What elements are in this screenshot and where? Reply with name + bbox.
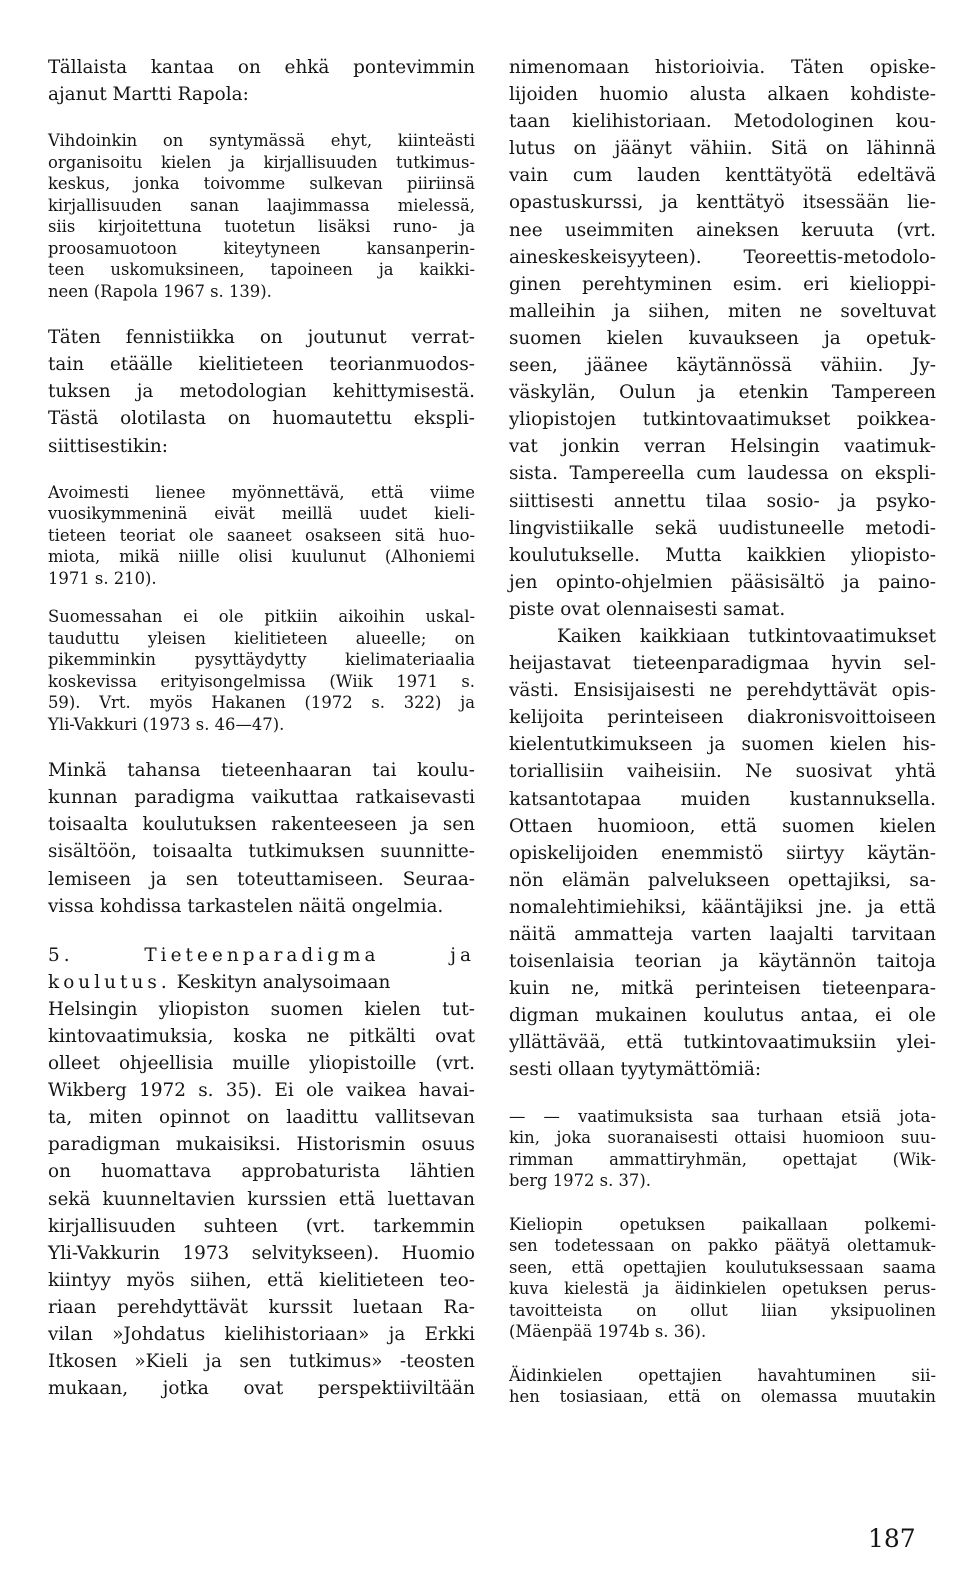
text-line: kirjallisuuden suhteen (vrt. tarkemmin — [48, 1215, 475, 1237]
spacer — [48, 735, 475, 757]
block-quote — [48, 482, 475, 590]
text-line: berg 1972 s. 37). — [509, 1171, 651, 1191]
spacer — [509, 1084, 936, 1106]
text-line: kuin ne, mitkä perinteisen tieteenpara- — [509, 978, 936, 1000]
text-line: Yli-Vakkurin 1973 selvitykseen). Huomio — [48, 1242, 475, 1264]
text-line: — — vaatimuksista saa turhaan etsiä jota- — [509, 1106, 936, 1126]
text-line: Kieliopin opetuksen paikallaan polkemi- — [509, 1214, 936, 1234]
text-line: Tällaista kantaa on ehkä pontevimmin — [48, 57, 475, 78]
text-line: nimenomaan historioivia. Täten opiske- — [509, 57, 936, 78]
text-line: yliopistojen tutkintovaatimukset poikkea- — [509, 409, 936, 431]
text-line: mukaan, jotka ovat perspektiiviltään — [48, 1378, 475, 1400]
text-line: kuva kielestä ja äidinkielen opetuksen perus- — [509, 1279, 936, 1299]
text-line: rimman ammattiryhmän, opettajat (Wik- — [509, 1149, 936, 1169]
text-line: toisenlaisia teorian ja käytännön taitoja — [509, 951, 936, 973]
text-line: riaan perehdyttävät kurssit luetaan Ra- — [48, 1296, 475, 1318]
text-line: lemiseen ja sen toteuttamiseen. Seuraa- — [48, 868, 475, 890]
text-line: nön elämän palvelukseen opettajiksi, sa- — [509, 869, 936, 891]
text-line: opiskelijoiden enemmistö siirtyy käytän- — [509, 842, 936, 864]
text-line: Avoimesti lienee myönnettävä, että viime — [48, 482, 475, 502]
text-line: väskylän, Oulun ja etenkin Tampereen — [509, 382, 936, 404]
block-quote — [509, 1365, 936, 1408]
text-line: opastuskurssi, ja kenttätyö itsessään lie- — [509, 192, 936, 214]
text-line: Täten fennistiikka on joutunut verrat- — [48, 327, 475, 349]
spacer — [48, 108, 475, 130]
text-line: Minkä tahansa tieteenhaaran tai koulu- — [48, 760, 475, 782]
text-line: seen, että opettajien koulutuksessaan saama — [509, 1257, 936, 1277]
text-line: aineskeskeisyyteen). Teoreettis-metodolo- — [509, 246, 936, 268]
text-line: toriallisiin vaiheisiin. Ne suosivat yhtä — [509, 761, 936, 783]
text-line: vissa kohdissa tarkastelen näitä ongelmia. — [48, 895, 444, 917]
spacer — [509, 1343, 936, 1365]
text-line: nee useimmiten aineksen keruuta (vrt. — [509, 219, 936, 241]
spacer — [48, 920, 475, 942]
text-line: jen opinto-ohjelmien pääsisältö ja paino- — [509, 571, 936, 593]
text-line: tieteen teoriat ole saaneet osakseen sitä huo- — [48, 525, 475, 545]
text-line: Äidinkielen opettajien havahtuminen sii- — [509, 1365, 936, 1385]
text-line: Tästä olotilasta on huomautettu ekspli- — [48, 408, 475, 430]
block-quote — [48, 130, 475, 302]
text-line: kiintyy myös siihen, että kielitieteen teo- — [48, 1269, 475, 1291]
text-line: piste ovat olennaisesti samat. — [509, 598, 786, 620]
text-line: vilan »Johdatus kielihistoriaan» ja Erkki — [48, 1324, 475, 1346]
text-line: vain cum lauden kenttätyötä edeltävä — [509, 165, 936, 187]
text-line: neen (Rapola 1967 s. 139). — [48, 281, 272, 301]
text-line: kintovaatimuksia, koska ne pitkälti ovat — [48, 1026, 475, 1047]
text-line: kielentutkimukseen ja suomen kielen his- — [509, 734, 936, 756]
section-paragraph — [48, 942, 475, 1403]
text-line: paradigman mukaisiksi. Historismin osuus — [48, 1134, 475, 1156]
text-line: taan kielihistoriaan. Metodologinen kou- — [509, 111, 936, 133]
text-line: ajanut Martti Rapola: — [48, 84, 249, 106]
text-line: Helsingin yliopiston suomen kielen tut- — [48, 998, 475, 1020]
text-line: Itkosen »Kieli ja sen tutkimus» -teosten — [48, 1351, 475, 1373]
block-quote — [48, 606, 475, 735]
text-line: digman mukainen koulutus antaa, ei ole — [509, 1005, 936, 1027]
text-line: 1971 s. 210). — [48, 568, 157, 588]
text-line: ta, miten opinnot on laadittu vallitsevan — [48, 1107, 475, 1129]
text-line: koulutukselle. Mutta kaikkien yliopisto- — [509, 544, 936, 566]
text-line: on huomattava approbaturista lähtien — [48, 1161, 475, 1183]
text-line: vat jonkin verran Helsingin vaatimuk- — [509, 436, 936, 458]
text-line: seen, jäänee käytännössä vähiin. Jy- — [509, 355, 936, 377]
block-quote — [509, 1106, 936, 1192]
text-fragment: Keskityn analysoimaan — [170, 971, 391, 993]
text-line: yllättävää, että tutkintovaatimuksiin ylei- — [509, 1032, 936, 1054]
text-line: kunnan paradigma vaikuttaa ratkaisevasti — [48, 787, 475, 809]
text-line: tavoitteista on ollut liian yksipuolinen — [509, 1300, 936, 1320]
text-line: koskevissa erityisongelmissa (Wiik 1971 s. — [48, 671, 475, 691]
text-line: ginen perehtyminen esim. eri kielioppi- — [509, 273, 936, 295]
text-line: lutus on jäänyt vähiin. Sitä on lähinnä — [509, 138, 936, 160]
text-line: malleihin ja siihen, miten ne soveltuvat — [509, 300, 936, 322]
text-line: västi. Ensisijaisesti ne perehdyttävät opis- — [509, 680, 936, 702]
text-line: kirjallisuuden sanan laajimmassa mielessä, — [48, 195, 475, 215]
text-line: olleet ohjeellisia muille yliopistoille (vrt. — [48, 1053, 475, 1075]
text-line: siittisesti annettu tilaa sosio- ja psyko- — [509, 490, 936, 512]
paragraph — [48, 54, 475, 108]
block-quote — [509, 1214, 936, 1343]
text-line: miota, mikä niille olisi kuulunut (Alhoniemi — [48, 547, 475, 567]
text-line: sen todetessaan on pakko päätyä olettamuk- — [509, 1236, 936, 1256]
text-line: Yli-Vakkuri (1973 s. 46—47). — [48, 714, 285, 734]
text-line: (Mäenpää 1974b s. 36). — [509, 1322, 707, 1342]
text-line: tauduttu yleisen kielitieteen alueelle; on — [48, 628, 475, 648]
section-heading-word: koulutus. — [48, 971, 171, 993]
spacer — [48, 589, 475, 606]
text-line: sesti ollaan tyytymättömiä: — [509, 1059, 762, 1081]
spacer — [48, 460, 475, 482]
paragraph — [509, 54, 936, 623]
text-line: proosamuotoon kiteytyneen kansanperin- — [48, 238, 475, 258]
text-line: 59). Vrt. myös Hakanen (1972 s. 322) ja — [48, 693, 475, 713]
spacer — [509, 1192, 936, 1214]
text-line: Ottaen huomioon, että suomen kielen — [509, 815, 936, 837]
text-line — [48, 969, 475, 996]
right-column — [509, 54, 936, 1408]
text-line: hen tosiasiaan, että on olemassa muutakin — [509, 1387, 936, 1407]
text-line: suomen kielen kuvaukseen ja opetuk- — [509, 327, 936, 349]
text-line: sista. Tampereella cum laudessa on ekspli- — [509, 463, 936, 485]
text-line: Suomessahan ei ole pitkiin aikoihin uskal- — [48, 607, 475, 627]
text-line: Vihdoinkin on syntymässä ehyt, kiinteästi — [48, 131, 475, 151]
paragraph — [509, 623, 936, 1084]
text-line: katsantotapaa muiden kustannuksella. — [509, 788, 936, 810]
text-line: nomalehtimiehiksi, kääntäjiksi jne. ja että — [509, 896, 936, 918]
text-line: teen uskomuksineen, tapoineen ja kaikki- — [48, 260, 475, 280]
text-line: vuosikymmeninä eivät meillä uudet kieli- — [48, 504, 475, 524]
text-line: Wikberg 1972 s. 35). Ei ole vaikea havai- — [48, 1080, 475, 1102]
text-line: siis kirjoitettuna tuotetun lisäksi runo- ja — [48, 217, 475, 237]
text-line: kin, joka suoranaisesti ottaisi huomioon suu- — [509, 1128, 936, 1148]
text-line: tain etäälle kielitieteen teorianmuodos- — [48, 354, 475, 376]
text-line: organisoitu kielen ja kirjallisuuden tutkimus- — [48, 152, 475, 172]
text-line: siittisestikin: — [48, 435, 168, 457]
section-heading: 5. Tieteenparadigma ja — [48, 944, 475, 966]
text-line: toisaalta koulutuksen rakenteeseen ja sen — [48, 814, 475, 836]
page-number: 187 — [868, 1524, 916, 1553]
paragraph — [48, 324, 475, 459]
text-line: sisältöön, toisaalta tutkimuksen suunnitte- — [48, 841, 475, 863]
text-line: kelijoita perinteiseen diakronisvoittoiseen — [509, 707, 936, 729]
text-line: näitä ammatteja varten laajalti tarvitaan — [509, 924, 936, 945]
text-line: Kaiken kaikkiaan tutkintovaatimukset — [557, 625, 936, 647]
text-line: heijastavat tieteenparadigmaa hyvin sel- — [509, 653, 936, 675]
text-line: keskus, jonka toivomme sulkevan piiriinsä — [48, 174, 475, 194]
text-line: pikemminkin pysyttäydytty kielimateriaalia — [48, 650, 475, 670]
text-line: tuksen ja metodologian kehittymisestä. — [48, 381, 475, 403]
text-line: lijoiden huomio alusta alkaen kohdiste- — [509, 84, 936, 106]
text-line: sekä kuunneltavien kurssien että luettavan — [48, 1188, 475, 1210]
paragraph — [48, 757, 475, 920]
text-line: lingvistiikalle sekä uudistuneelle metodi- — [509, 517, 936, 539]
spacer — [48, 302, 475, 324]
left-column — [48, 54, 475, 1402]
